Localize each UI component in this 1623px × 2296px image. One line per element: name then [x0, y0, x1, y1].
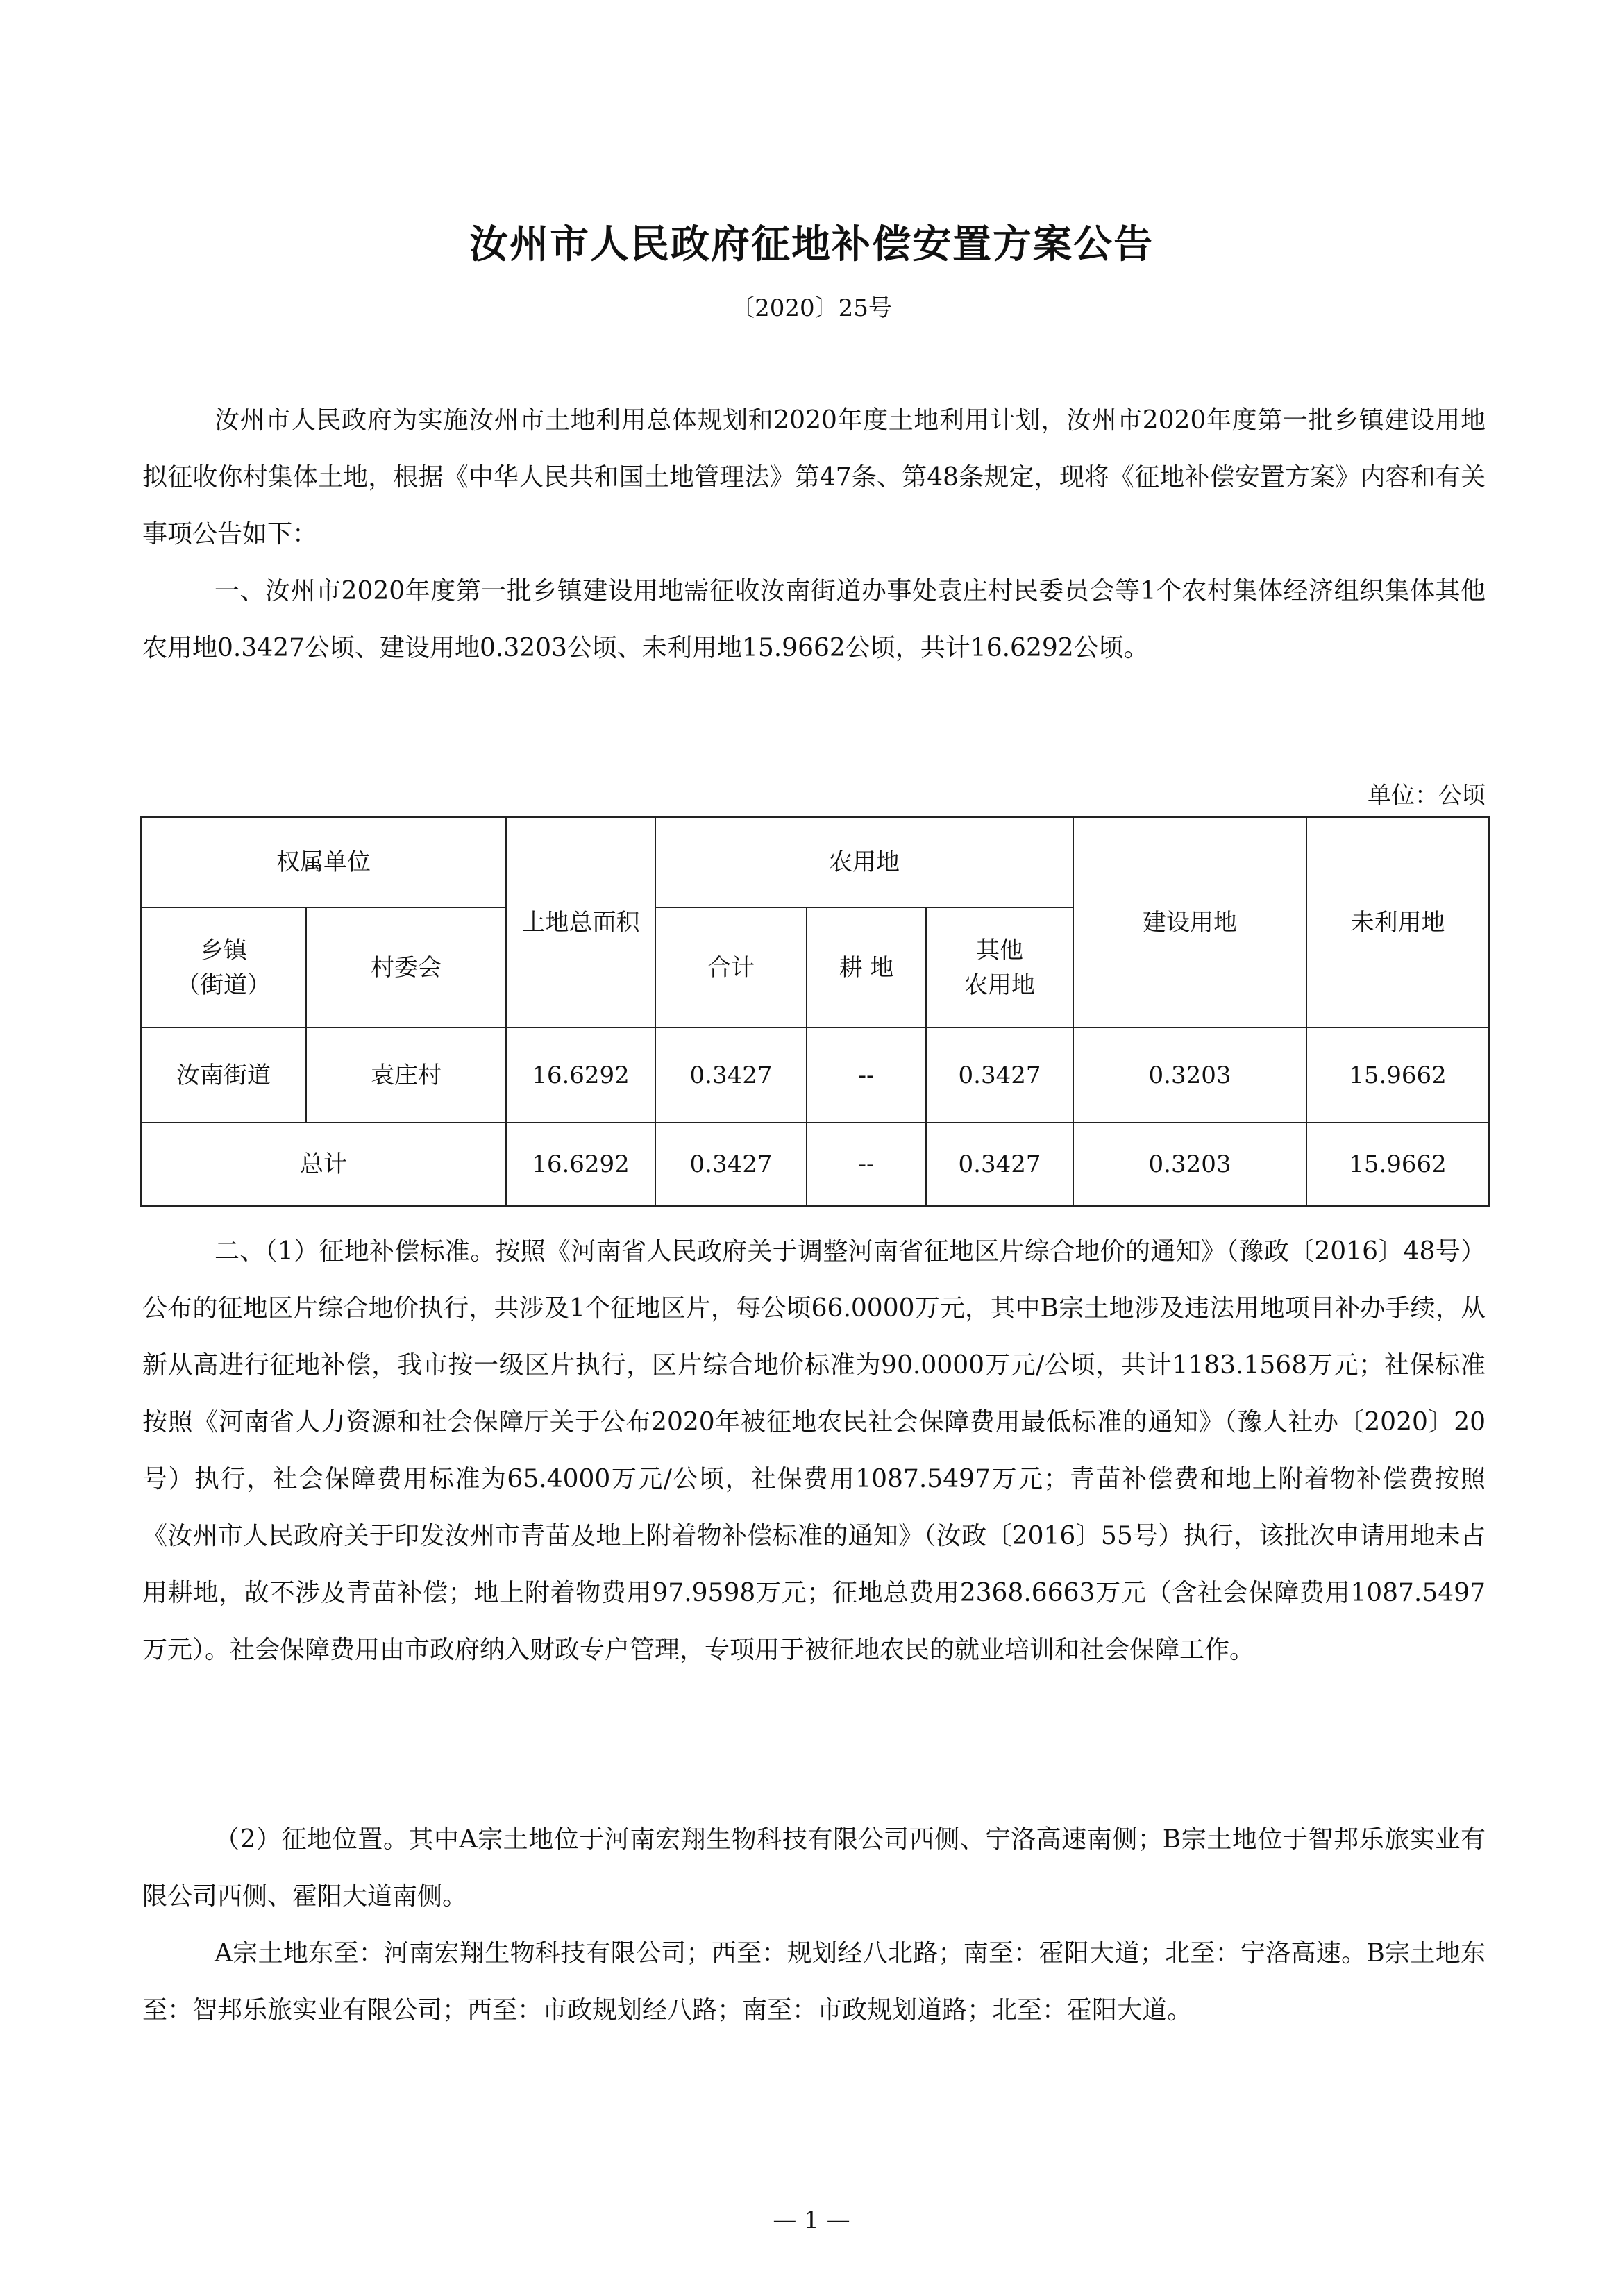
cell-total-other-agri: 0.3427: [926, 1123, 1073, 1206]
cell-total-agri-sum: 0.3427: [655, 1123, 807, 1206]
cell-total-construction: 0.3203: [1073, 1123, 1306, 1206]
page-number: — 1 —: [773, 2206, 850, 2234]
document-number: 〔2020〕25号: [731, 294, 892, 322]
cell-agri-sum: 0.3427: [655, 1028, 807, 1123]
header-total-area: 土地总面积: [506, 817, 655, 1028]
header-construction-land: 建设用地: [1073, 817, 1306, 1028]
document-title: 汝州市人民政府征地补偿安置方案公告: [469, 222, 1154, 267]
header-owner: 权属单位: [141, 817, 506, 907]
header-town-line2: （街道）: [176, 971, 271, 999]
cell-village: 袁庄村: [306, 1028, 506, 1123]
land-area-table: [140, 816, 1490, 1207]
boundaries-paragraph: A宗土地东至：河南宏翔生物科技有限公司；西至：规划经八北路；南至：霍阳大道；北至：宁洛高速。B宗土地东至：智邦乐旅实业有限公司；西至：市政规划经八路；南至：市政规划道路；北至：霍阳大道。: [142, 1939, 1486, 2025]
header-town-line1: 乡镇: [200, 936, 247, 964]
intro-paragraph: 汝州市人民政府为实施汝州市土地利用总体规划和2020年度土地利用计划，汝州市2020年度第一批乡镇建设用地拟征收你村集体土地，根据《中华人民共和国土地管理法》第47条、第48条规定，现将《征地补偿安置方案》内容和有关事项公告如下：: [142, 406, 1486, 548]
cell-arable: --: [807, 1028, 926, 1123]
table-total-row: [141, 1123, 1489, 1206]
header-village: 村委会: [306, 907, 506, 1028]
header-arable: 耕 地: [807, 907, 926, 1028]
cell-total-arable: --: [807, 1123, 926, 1206]
section-2-1-paragraph: 二、（1）征地补偿标准。按照《河南省人民政府关于调整河南省征地区片综合地价的通知》（豫政〔2016〕48号）公布的征地区片综合地价执行，共涉及1个征地区片，每公顷66.0000万元，其中B宗土地涉及违法用地项目补办手续，从新从高进行征地补偿，我市按一级区片执行，区片综合地价标准为90.0000万元/公顷，共计1183.1568万元；社保标准按照《河南省人力资源和社会保障厅关于公布2020年被征地农民社会保障费用最低标准的通知》（豫人社办〔2020〕20号）执行，社会保障费用标准为65.4000万元/公顷，社保费用1087.5497万元；青苗补偿费和地上附着物补偿费按照《汝州市人民政府关于印发汝州市青苗及地上附着物补偿标准的通知》（汝政〔2016〕55号）执行，该批次申请用地未占用耕地，故不涉及青苗补偿；地上附着物费用97.9598万元；征地总费用2368.6663万元（含社会保障费用1087.5497万元）。社会保障费用由市政府纳入财政专户管理，专项用于被征地农民的就业培训和社会保障工作。: [142, 1237, 1486, 1664]
cell-other-agri: 0.3427: [926, 1028, 1073, 1123]
header-other-agri-line2: 农用地: [964, 971, 1036, 999]
header-agri-sum: 合计: [655, 907, 807, 1028]
header-town: [141, 907, 306, 1028]
cell-construction: 0.3203: [1073, 1028, 1306, 1123]
header-unused-land: 未利用地: [1306, 817, 1489, 1028]
cell-unused: 15.9662: [1306, 1028, 1489, 1123]
header-other-agri-line1: 其他: [976, 936, 1024, 964]
cell-total-total-area: 16.6292: [506, 1123, 655, 1206]
cell-total-unused: 15.9662: [1306, 1123, 1489, 1206]
table-header-row: [141, 817, 1489, 907]
unit-label: 单位：公顷: [1368, 782, 1486, 810]
cell-town: 汝南街道: [141, 1028, 306, 1123]
section-1-paragraph: 一、汝州市2020年度第一批乡镇建设用地需征收汝南街道办事处袁庄村民委员会等1个农村集体经济组织集体其他农用地0.3427公顷、建设用地0.3203公顷、未利用地15.9662公顷，共计16.6292公顷。: [142, 577, 1486, 662]
header-agri-land: 农用地: [655, 817, 1073, 907]
section-2-2-paragraph: （2）征地位置。其中A宗土地位于河南宏翔生物科技有限公司西侧、宁洛高速南侧；B宗土地位于智邦乐旅实业有限公司西侧、霍阳大道南侧。: [142, 1825, 1486, 1911]
table-row: [141, 1028, 1489, 1123]
cell-total-area: 16.6292: [506, 1028, 655, 1123]
header-other-agri: [926, 907, 1073, 1028]
cell-total-label: 总计: [141, 1123, 506, 1206]
